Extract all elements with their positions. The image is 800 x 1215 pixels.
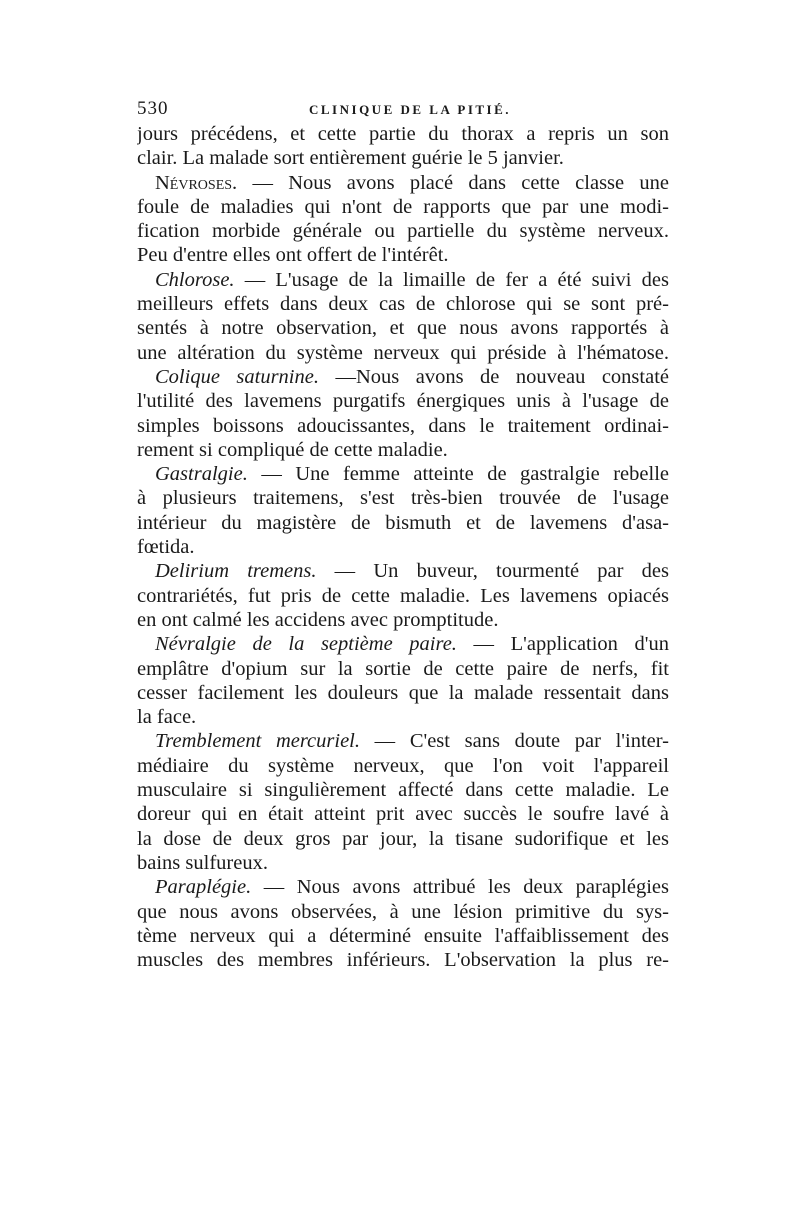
text-line [137, 851, 669, 875]
text-line [137, 632, 669, 656]
text-line [137, 462, 669, 486]
text-segment: — L'usage de la limaille de fer a été suivi des [234, 268, 669, 291]
text-line [137, 948, 669, 972]
text-segment: emplâtre d'opium sur la sortie de cette paire de nerfs, fit [137, 657, 669, 680]
text-line [137, 122, 669, 146]
section-heading: Delirium tremens. [155, 560, 317, 583]
text-segment: jours précédens, et cette partie du thorax a repris un son [137, 123, 669, 145]
text-line [137, 559, 669, 583]
text-line [137, 243, 669, 267]
text-segment: fication morbide générale ou partielle du système nerveux. [137, 220, 669, 243]
text-line [137, 535, 669, 559]
text-segment: rement si compliqué de cette maladie. [137, 438, 448, 461]
text-line [137, 778, 669, 802]
text-segment: que nous avons observées, à une lésion primitive du sys- [137, 900, 669, 923]
text-line [137, 316, 669, 340]
text-segment: — C'est sans doute par l'inter- [360, 730, 669, 753]
text-segment: la face. [137, 706, 197, 729]
text-segment: en ont calmé les accidens avec promptitude. [137, 608, 499, 631]
text-segment: cesser facilement les douleurs que la malade ressentait dans [137, 681, 669, 704]
page-number: 530 [137, 98, 169, 119]
text-line [137, 195, 669, 219]
text-line [137, 924, 669, 948]
text-line [137, 219, 669, 243]
text-segment: à plusieurs traitemens, s'est très-bien trouvée de l'usage [137, 487, 669, 510]
section-heading: Gastralgie. [155, 463, 248, 486]
text-line [137, 657, 669, 681]
text-segment: l'utilité des lavemens purgatifs énergiques unis à l'usage de [137, 390, 669, 413]
text-segment: muscles des membres inférieurs. L'observation la plus re- [137, 949, 669, 972]
text-segment: sentés à notre observation, et que nous avons rapportés à [137, 317, 669, 340]
section-heading-smallcaps: Névroses [155, 171, 233, 194]
text-line [137, 389, 669, 413]
text-segment: tème nerveux qui a déterminé ensuite l'affaiblissement des [137, 924, 669, 947]
text-line [137, 802, 669, 826]
text-segment: bains sulfureux. [137, 851, 268, 874]
section-heading: Chlorose. [155, 268, 235, 291]
text-line [137, 486, 669, 510]
text-line [137, 900, 669, 924]
text-line [137, 875, 669, 899]
text-segment: contrariétés, fut pris de cette maladie. Les lavemens opiacés [137, 584, 669, 607]
text-segment: meilleurs effets dans deux cas de chlorose qui se sont pré- [137, 293, 669, 316]
text-segment: simples boissons adoucissantes, dans le traitement ordinai- [137, 414, 669, 437]
text-line [137, 341, 669, 365]
text-line [137, 705, 669, 729]
text-segment: — Nous avons attribué les deux paraplégies [251, 876, 669, 899]
text-line [137, 268, 669, 292]
text-segment: . — Nous avons placé dans cette classe une [232, 171, 669, 194]
text-segment: intérieur du magistère de bismuth et de lavemens d'asa- [137, 511, 669, 534]
text-line [137, 171, 669, 195]
text-line [137, 438, 669, 462]
section-heading: Paraplégie. [155, 876, 252, 899]
section-heading: Névralgie de la septième paire. [155, 633, 457, 656]
text-line [137, 754, 669, 778]
text-segment: musculaire si singulièrement affecté dans cette maladie. Le [137, 779, 669, 802]
section-heading: Colique saturnine. [155, 365, 319, 388]
running-title: CLINIQUE DE LA PITIÉ. [309, 102, 512, 117]
text-segment: — Une femme atteinte de gastralgie rebelle [247, 463, 669, 486]
text-segment: —Nous avons de nouveau constaté [318, 365, 669, 388]
text-segment: doreur qui en était atteint prit avec succès le soufre lavé à [137, 803, 669, 826]
text-line [137, 729, 669, 753]
text-line [137, 681, 669, 705]
text-segment: — L'application d'un [456, 633, 669, 656]
text-line [137, 608, 669, 632]
text-line [137, 827, 669, 851]
text-line [137, 292, 669, 316]
text-line [137, 146, 669, 170]
text-line [137, 365, 669, 389]
text-segment: médiaire du système nerveux, que l'on voit l'appareil [137, 754, 669, 777]
section-heading: Tremblement mercuriel. [155, 730, 361, 753]
text-segment: une altération du système nerveux qui préside à l'hématose. [137, 341, 669, 364]
body-text [137, 122, 669, 972]
text-segment: foule de maladies qui n'ont de rapports que par une modi- [137, 195, 669, 218]
text-line [137, 511, 669, 535]
text-line [137, 584, 669, 608]
text-segment: Peu d'entre elles ont offert de l'intérêt. [137, 244, 449, 267]
text-segment: clair. La malade sort entièrement guérie le 5 janvier. [137, 147, 564, 170]
text-segment: — Un buveur, tourmenté par des [316, 560, 669, 583]
page-header [137, 98, 672, 122]
text-segment: fœtida. [137, 536, 195, 559]
text-line [137, 414, 669, 438]
text-segment: la dose de deux gros par jour, la tisane sudorifique et les [137, 827, 669, 850]
